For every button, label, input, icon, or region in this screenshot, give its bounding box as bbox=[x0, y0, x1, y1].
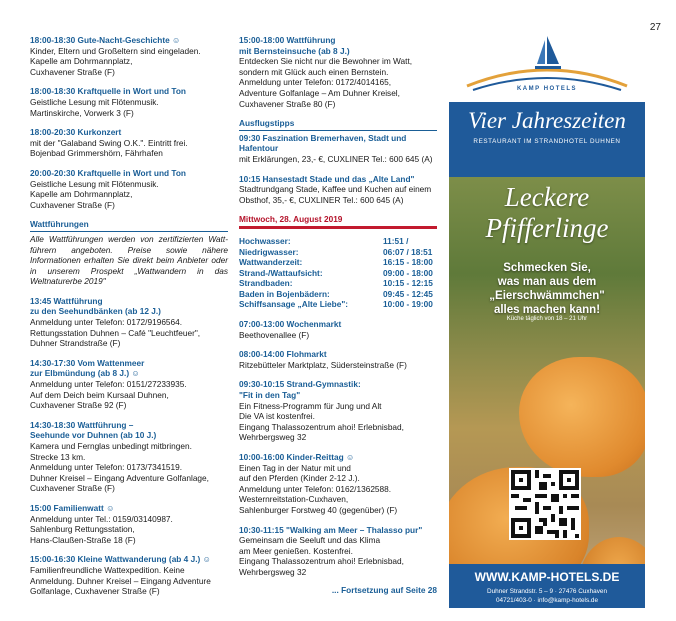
event-detail: Entdecken Sie nicht nur die Bewohner im Watt, bbox=[239, 56, 413, 67]
event-detail: Kapelle am Dohrmannplatz, bbox=[30, 189, 133, 200]
ad-headline-1: Leckere bbox=[504, 182, 590, 212]
event-subtitle: mit Bernsteinsuche (ab 8 J.) bbox=[239, 45, 350, 56]
event-title: 15:00 Familienwatt ☺ bbox=[30, 502, 115, 513]
event-title: 15:00-18:00 Wattführung bbox=[239, 35, 336, 45]
event-title: 07:00-13:00 Wochenmarkt bbox=[239, 319, 342, 330]
event-detail: Anmeldung. Duhner Kreisel – Eingang Adventure bbox=[30, 575, 211, 586]
tide-label: Strandbaden: bbox=[239, 278, 293, 289]
evening-events bbox=[30, 35, 228, 210]
tide-time: 11:51 / bbox=[383, 235, 409, 246]
event-detail: Golfanlage, Cuxhavener Straße (F) bbox=[30, 586, 160, 597]
tide-time: 09:00 - 18:00 bbox=[383, 267, 433, 278]
event-detail: Strecke 13 km. bbox=[30, 451, 86, 462]
tide-time: 16:15 - 18:00 bbox=[383, 257, 433, 268]
continued-link[interactable]: ... Fortsetzung auf Seite 28 bbox=[331, 584, 437, 595]
event-entry bbox=[30, 168, 228, 210]
event-detail: Familienfreundliche Wattexpedition. Keine bbox=[30, 564, 185, 575]
tour-entry bbox=[30, 420, 228, 494]
event-detail: Anmeldung unter Telefon: 0172/9196564. bbox=[30, 317, 183, 328]
event-title: 10:15 Hansestadt Stade und das „Alte Land" bbox=[239, 173, 415, 184]
event-detail: Sahlenburg Rettungsstation, bbox=[30, 524, 135, 535]
event-detail: auf den Pferden (Kinder 2-12 J.). bbox=[239, 473, 360, 484]
ad-slogan-line: „Eierschwämmchen" bbox=[489, 290, 605, 302]
event-title: 13:45 Wattführung bbox=[30, 295, 103, 306]
tide-row bbox=[239, 268, 437, 279]
ad-address: Duhner Strandstr. 5 – 9 · 27476 Cuxhaven bbox=[486, 588, 608, 595]
event-title: 18:00-18:30 Gute-Nacht-Geschichte ☺ bbox=[30, 35, 181, 45]
event-detail: Die VA ist kostenfrei. bbox=[239, 411, 315, 422]
event-detail: sondern mit Glück auch einen Bernstein. bbox=[239, 66, 389, 77]
event-title: 10:00-16:00 Kinder-Reittag ☺ bbox=[239, 452, 355, 462]
tide-label: Wattwanderzeit: bbox=[239, 257, 303, 268]
ad-website-link[interactable]: WWW.KAMP-HOTELS.DE bbox=[474, 570, 620, 584]
tide-label: Schiffsansage „Alte Liebe": bbox=[239, 299, 349, 310]
event-detail: Cuxhavener Straße (F) bbox=[30, 199, 115, 210]
tide-time: 06:07 / 18:51 bbox=[383, 246, 433, 257]
section-intro: Alle Wattführungen werden von zertifizierten Wattführern angeboten. Preise sowie nähere Informationen erhalten Sie direkt beim Anbieter oder in unserem Prospekt „Wattwandern in das Weltnaturerbe 2019" bbox=[30, 233, 228, 287]
ad-address-block bbox=[449, 588, 645, 605]
event-title: 20:00-20:30 Kraftquelle in Wort und Ton bbox=[30, 167, 186, 178]
ad-contact: 04721/403-0 · info@kamp-hotels.de bbox=[495, 596, 599, 604]
event-title: 15:00-16:30 Kleine Wattwanderung (ab 4 J.) ☺ bbox=[30, 554, 212, 565]
event-detail: Anmeldung unter Telefon: 0173/7341519. bbox=[30, 462, 183, 473]
event-detail: Adventure Golfanlage – Am Duhner Kreisel, bbox=[239, 87, 400, 98]
tour-entry bbox=[30, 554, 228, 596]
event-detail: mit der "Galaband Swing O.K.". Eintritt frei. bbox=[30, 137, 188, 148]
hotel-advertisement bbox=[449, 28, 645, 608]
event-entry bbox=[30, 86, 228, 118]
event-subtitle: zur Elbmündung (ab 8 J.) ☺ bbox=[30, 368, 140, 379]
event-detail: Gemeinsam die Seeluft und das Klima bbox=[239, 535, 381, 546]
event-detail: Kamera und Fernglas unbedingt mitbringen. bbox=[30, 441, 192, 451]
event-detail: mit Erklärungen, 23,- €, CUXLINER Tel.: 600 645 (A) bbox=[239, 153, 433, 164]
event-detail: Geistliche Lesung mit Flötenmusik. bbox=[30, 96, 159, 107]
ad-kitchen-hours: Küche täglich von 18 – 21 Uhr bbox=[506, 316, 588, 322]
ad-logo-text: KAMP HOTELS bbox=[516, 86, 578, 92]
event-entry bbox=[30, 127, 228, 159]
event-title: 18:00-20:30 Kurkonzert bbox=[30, 127, 122, 138]
ad-subtitle: RESTAURANT IM STRANDHOTEL DUHNEN bbox=[473, 138, 621, 145]
tide-time: 10:15 - 12:15 bbox=[383, 278, 433, 289]
trip-entry bbox=[239, 133, 437, 165]
event-entry bbox=[239, 379, 437, 443]
event-detail: Einen Tag in der Natur mit und bbox=[239, 462, 351, 473]
section-heading-wattfuehrungen: Wattführungen bbox=[30, 219, 228, 232]
windsurfer-logo-icon bbox=[529, 34, 565, 74]
event-detail: Anmeldung unter Tel.: 0159/03140987. bbox=[30, 513, 173, 524]
event-title: 09:30-10:15 Strand-Gymnastik: bbox=[239, 379, 361, 390]
event-detail: Sahlenburger Forstweg 40 (gegenüber) (F) bbox=[239, 504, 398, 515]
events-column-right bbox=[239, 35, 437, 595]
event-detail: Bojenbad Grimmershörn, Fährhafen bbox=[30, 148, 163, 159]
ad-slogan-line: was man aus dem bbox=[497, 276, 597, 288]
ad-slogan-line: Schmecken Sie, bbox=[503, 262, 591, 274]
event-detail: Anmeldung unter Telefon: 0172/4014165, bbox=[239, 77, 392, 88]
event-detail: Auf dem Deich beim Kursaal Duhnen, bbox=[30, 389, 169, 400]
tide-time: 09:45 - 12:45 bbox=[383, 288, 433, 299]
date-header: Mittwoch, 28. August 2019 bbox=[239, 214, 437, 229]
event-detail: Martinskirche, Vorwerk 3 (F) bbox=[30, 107, 134, 118]
event-title: 09:30 Faszination Bremerhaven, Stadt und Hafentour bbox=[239, 132, 407, 154]
event-entry bbox=[239, 319, 437, 340]
wednesday-events bbox=[239, 319, 437, 577]
tide-row bbox=[239, 257, 437, 268]
event-title: 10:30-11:15 "Walking am Meer – Thalasso pur" bbox=[239, 524, 423, 535]
tide-label: Niedrigwasser: bbox=[239, 246, 299, 257]
event-detail: am Meer genießen. Kostenfrei. bbox=[239, 545, 353, 556]
ad-slogan-line: alles machen kann! bbox=[493, 304, 601, 316]
event-entry bbox=[30, 35, 228, 77]
qr-code-graphic bbox=[511, 470, 579, 538]
event-detail: Cuxhavener Straße (F) bbox=[30, 66, 115, 77]
ad-headline-2: Pfifferlinge bbox=[485, 213, 609, 243]
event-detail: Cuxhavener Straße 80 (F) bbox=[239, 98, 336, 109]
trip-tips bbox=[239, 133, 437, 206]
tide-time: 10:00 - 19:00 bbox=[383, 299, 433, 310]
tide-row bbox=[239, 278, 437, 289]
tour-entry bbox=[239, 35, 437, 109]
event-entry bbox=[239, 349, 437, 370]
event-detail: Rettungsstation Duhnen – Café "Leuchtfeuer", bbox=[30, 327, 201, 338]
event-subtitle: "Fit in den Tag" bbox=[239, 390, 301, 401]
tour-entry bbox=[30, 296, 228, 349]
mushroom-shape bbox=[519, 357, 645, 477]
tour-entry bbox=[30, 358, 228, 411]
tide-row bbox=[239, 299, 437, 310]
section-heading-ausflugstipps: Ausflugstipps bbox=[239, 118, 437, 131]
tide-label: Baden in Bojenbädern: bbox=[239, 288, 330, 299]
event-detail: Wehrbergsweg 32 bbox=[239, 432, 307, 443]
tide-label: Strand-/Wattaufsicht: bbox=[239, 267, 323, 278]
tide-row bbox=[239, 236, 437, 247]
event-detail: Duhner Kreisel – Eingang Adventure Golfanlage, bbox=[30, 472, 209, 483]
tide-table bbox=[239, 236, 437, 310]
tide-label: Hochwasser: bbox=[239, 235, 291, 246]
event-detail: Westernreitstation-Cuxhaven, bbox=[239, 494, 349, 505]
event-detail: Kapelle am Dohrmannplatz, bbox=[30, 56, 133, 67]
event-detail: Ritzebütteler Marktplatz, Südersteinstraße (F) bbox=[239, 359, 407, 370]
event-detail: Geistliche Lesung mit Flötenmusik. bbox=[30, 178, 159, 189]
event-title: 08:00-14:00 Flohmarkt bbox=[239, 349, 327, 360]
qr-code-icon[interactable] bbox=[509, 468, 581, 540]
ad-slogan bbox=[449, 261, 645, 317]
event-subtitle: zu den Seehundbänken (ab 12 J.) bbox=[30, 306, 161, 317]
event-detail: Eingang Thalassozentrum ahoi! Erlebnisbad, bbox=[239, 556, 404, 567]
event-detail: Cuxhavener Straße (F) bbox=[30, 483, 115, 494]
event-detail: Obsthof, 35,- €, CUXLINER Tel.: 600 645 (A) bbox=[239, 194, 404, 205]
event-detail: Beethovenallee (F) bbox=[239, 329, 310, 340]
event-detail: Hans-Claußen-Straße 18 (F) bbox=[30, 534, 136, 545]
page-number: 27 bbox=[649, 22, 661, 33]
event-title: 18:00-18:30 Kraftquelle in Wort und Ton bbox=[30, 86, 186, 97]
event-entry bbox=[239, 525, 437, 578]
tide-row bbox=[239, 289, 437, 300]
event-detail: Kinder, Eltern und Großeltern sind eingeladen. bbox=[30, 45, 201, 56]
trip-entry bbox=[239, 174, 437, 206]
event-detail: Duhner Strandstraße (F) bbox=[30, 338, 121, 349]
event-detail: Cuxhavener Straße 92 (F) bbox=[30, 400, 127, 411]
event-detail: Eingang Thalassozentrum ahoi! Erlebnisbad, bbox=[239, 421, 404, 432]
events-column-left bbox=[30, 35, 228, 606]
event-detail: Wehrbergsweg 32 bbox=[239, 566, 307, 577]
ad-logo-area bbox=[449, 28, 645, 102]
mudflat-tours bbox=[30, 296, 228, 597]
event-detail: Anmeldung unter Telefon: 0162/1362588. bbox=[239, 483, 392, 494]
tide-row bbox=[239, 247, 437, 258]
amber-tour bbox=[239, 35, 437, 109]
event-detail: Anmeldung unter Telefon: 0151/27233935. bbox=[30, 379, 187, 390]
event-subtitle: Seehunde vor Duhnen (ab 10 J.) bbox=[30, 430, 157, 441]
event-title: 14:30-17:30 Vom Wattenmeer bbox=[30, 357, 145, 368]
tour-entry bbox=[30, 503, 228, 545]
event-detail: Ein Fitness-Programm für Jung und Alt bbox=[239, 400, 382, 411]
event-detail: Stadtrundgang Stade, Kaffee und Kuchen auf einem bbox=[239, 184, 432, 195]
event-title: 14:30-18:30 Wattführung – bbox=[30, 419, 134, 430]
ad-title: Vier Jahreszeiten bbox=[468, 108, 626, 133]
event-entry bbox=[239, 452, 437, 516]
